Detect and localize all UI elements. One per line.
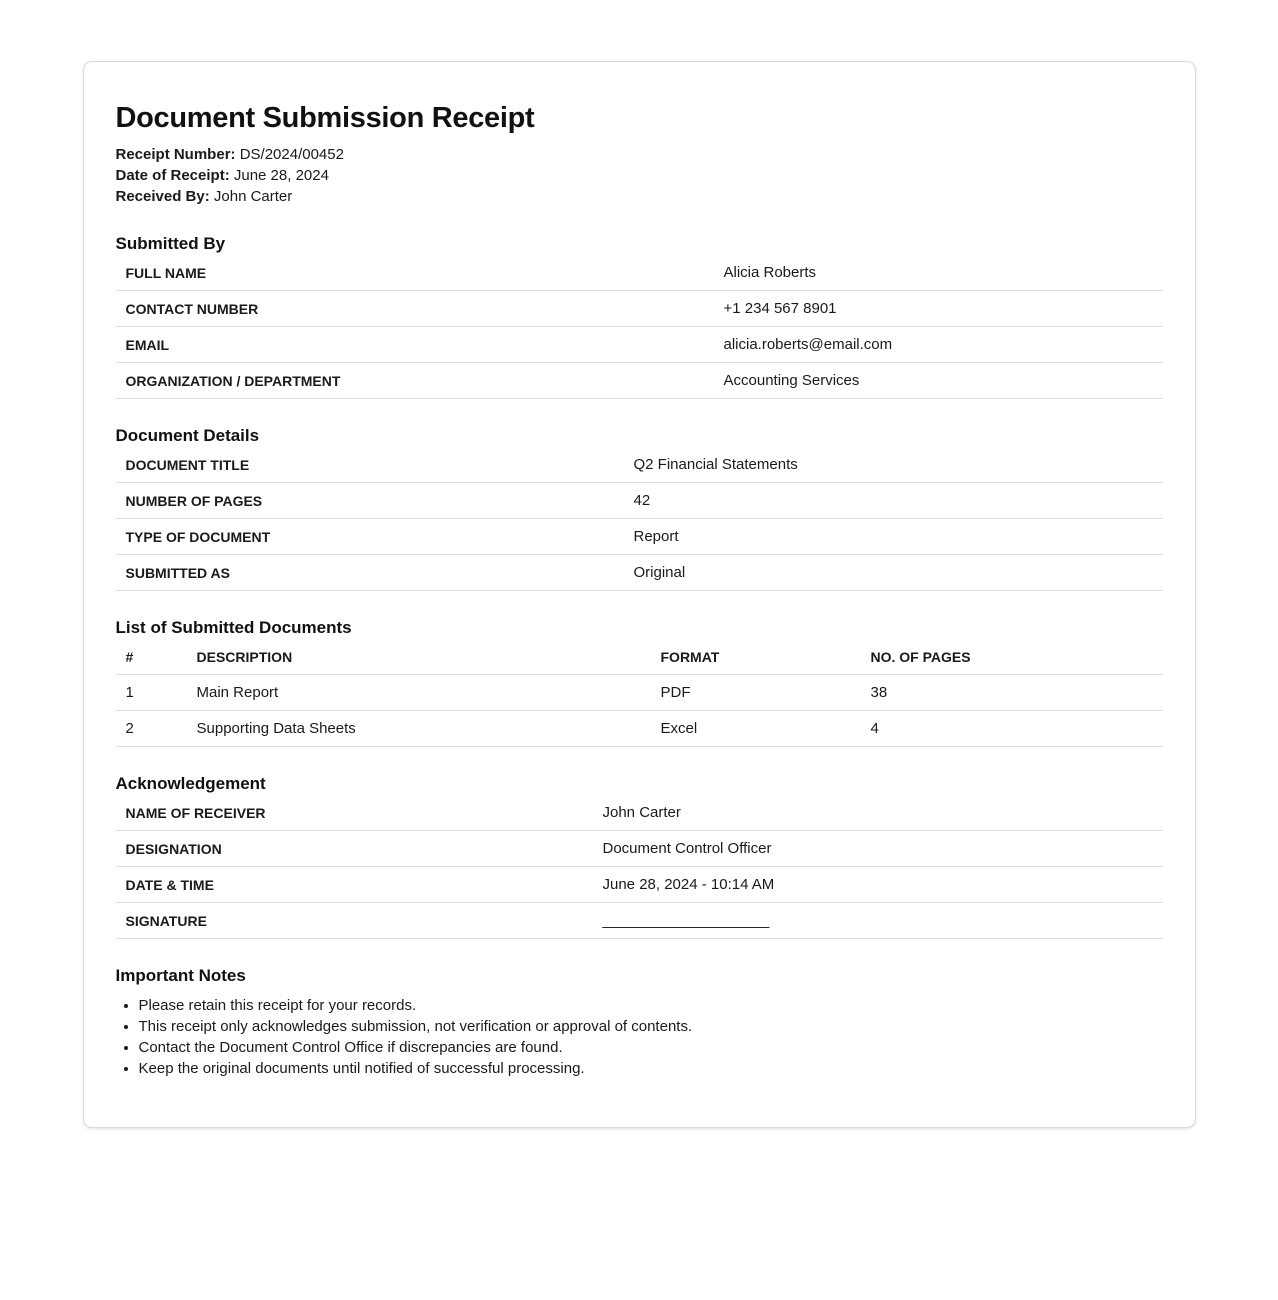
column-header-description: DESCRIPTION: [196, 648, 293, 665]
column-header-format: FORMAT: [660, 648, 720, 665]
table-row: [116, 711, 1163, 747]
note-item: • This receipt only acknowledges submission, not verification or approval of contents.: [139, 1016, 1163, 1037]
cell-pages: 38: [870, 684, 888, 701]
table-row: [116, 555, 1163, 591]
receipt-card: [83, 61, 1196, 1128]
row-value: Original: [633, 564, 686, 581]
documents-list-table: [116, 639, 1163, 747]
row-label: CONTACT NUMBER: [125, 300, 259, 317]
table-row: [116, 483, 1163, 519]
row-value: +1 234 567 8901: [723, 300, 837, 317]
section-heading-important-notes: Important Notes: [115, 966, 246, 985]
row-label: NAME OF RECEIVER: [125, 804, 266, 821]
received-by-line: [116, 186, 1163, 207]
receipt-number-label: Receipt Number:: [115, 146, 236, 163]
row-value: Alicia Roberts: [723, 264, 817, 281]
row-value: John Carter: [602, 804, 681, 821]
receipt-meta: [116, 144, 1163, 207]
table-row: [116, 291, 1163, 327]
table-row: [116, 903, 1163, 939]
table-row: [116, 447, 1163, 483]
receipt-number-line: [116, 144, 1163, 165]
row-label: DOCUMENT TITLE: [125, 456, 250, 473]
received-by-label: Received By:: [115, 188, 210, 205]
signature-line: ____________________: [602, 912, 770, 929]
table-row: [116, 363, 1163, 399]
row-label: DESIGNATION: [125, 840, 222, 857]
cell-description: Supporting Data Sheets: [196, 720, 356, 737]
receipt-number-value: DS/2024/00452: [239, 146, 344, 163]
important-notes-list: [116, 995, 1163, 1079]
date-of-receipt-value: June 28, 2024: [233, 167, 329, 184]
note-item: • Please retain this receipt for your records.: [139, 995, 1163, 1016]
date-of-receipt-label: Date of Receipt:: [115, 167, 230, 184]
table-row: [116, 255, 1163, 291]
row-label: NUMBER OF PAGES: [125, 492, 263, 509]
section-heading-acknowledgement: Acknowledgement: [115, 774, 266, 793]
note-item: • Keep the original documents until notified of successful processing.: [139, 1058, 1163, 1079]
submitted-by-table: [116, 255, 1163, 399]
date-of-receipt-line: [116, 165, 1163, 186]
table-row: [116, 675, 1163, 711]
page-title: Document Submission Receipt: [115, 102, 535, 134]
row-value: Report: [633, 528, 679, 545]
row-label: SIGNATURE: [125, 912, 207, 929]
column-header-num: #: [125, 648, 134, 665]
note-item: • Contact the Document Control Office if discrepancies are found.: [139, 1037, 1163, 1058]
table-row: [116, 519, 1163, 555]
cell-num: 2: [125, 720, 134, 737]
table-row: [116, 795, 1163, 831]
row-value: Q2 Financial Statements: [633, 456, 798, 473]
table-row: [116, 867, 1163, 903]
row-value: Accounting Services: [723, 372, 860, 389]
section-heading-submitted-by: Submitted By: [115, 234, 226, 253]
table-row: [116, 831, 1163, 867]
cell-description: Main Report: [196, 684, 279, 701]
acknowledgement-table: [116, 795, 1163, 939]
document-details-table: [116, 447, 1163, 591]
row-label: EMAIL: [125, 336, 170, 353]
row-value: June 28, 2024 - 10:14 AM: [602, 876, 775, 893]
row-label: FULL NAME: [125, 264, 207, 281]
table-row: [116, 327, 1163, 363]
cell-format: Excel: [660, 720, 698, 737]
table-header-row: [116, 639, 1163, 675]
cell-num: 1: [125, 684, 134, 701]
section-heading-document-details: Document Details: [115, 426, 260, 445]
section-heading-documents-list: List of Submitted Documents: [115, 618, 352, 637]
received-by-value: John Carter: [213, 188, 293, 205]
cell-pages: 4: [870, 720, 879, 737]
row-value: 42: [633, 492, 651, 509]
row-label: TYPE OF DOCUMENT: [125, 528, 271, 545]
row-value: alicia.roberts@email.com: [723, 336, 893, 353]
cell-format: PDF: [660, 684, 691, 701]
row-label: ORGANIZATION / DEPARTMENT: [125, 372, 341, 389]
row-label: DATE & TIME: [125, 876, 214, 893]
row-value: Document Control Officer: [602, 840, 772, 857]
column-header-pages: NO. OF PAGES: [870, 648, 971, 665]
row-label: SUBMITTED AS: [125, 564, 230, 581]
